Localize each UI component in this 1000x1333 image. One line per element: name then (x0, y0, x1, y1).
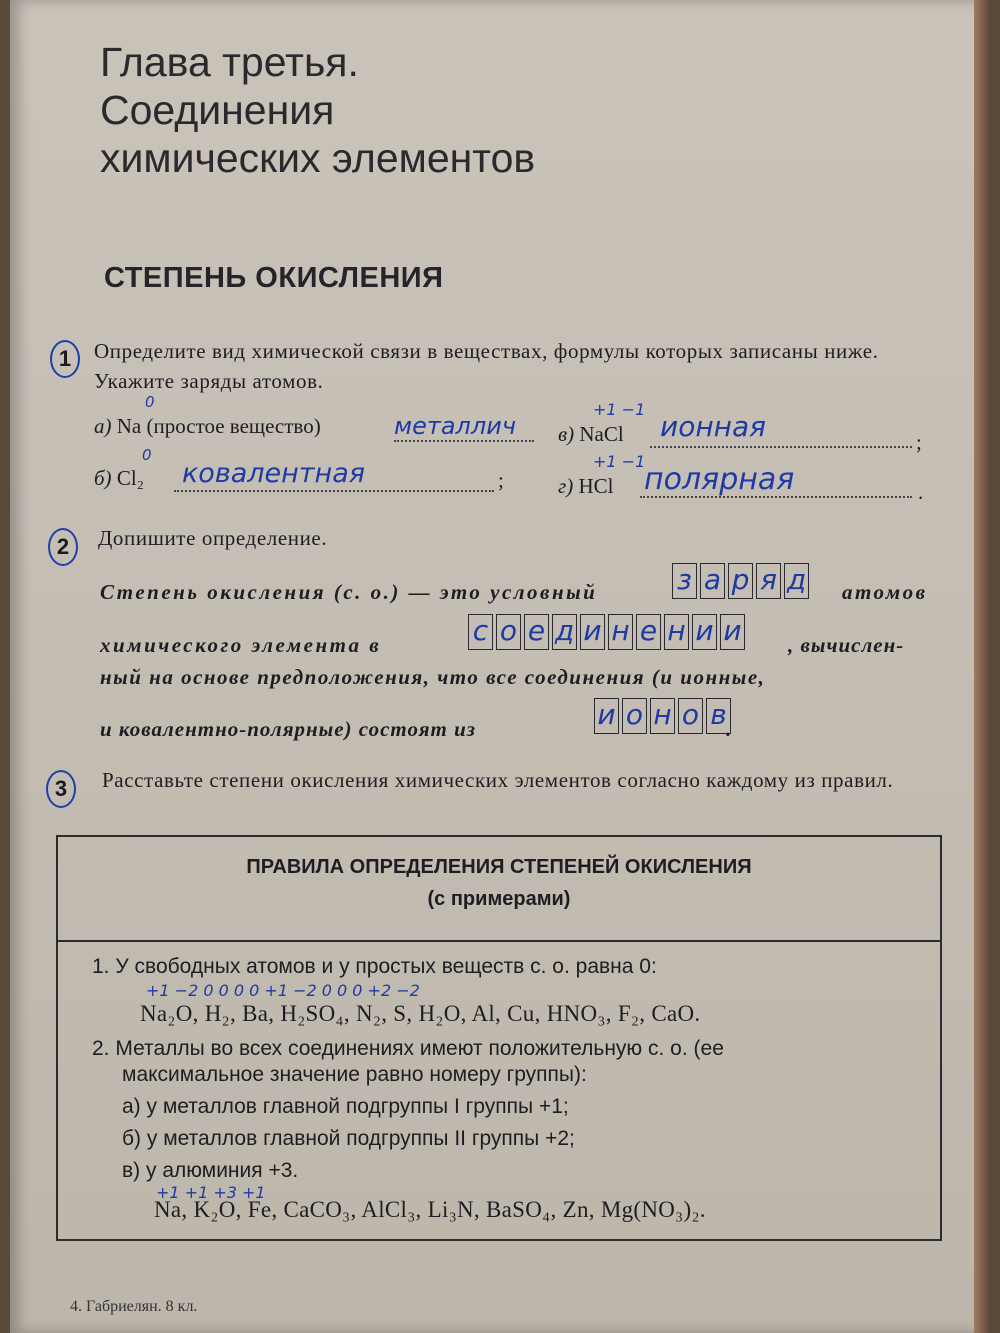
item-b-answer: ковалентная (182, 458, 365, 489)
item-g-answer-line (640, 496, 912, 498)
item-a-note: (простое вещество) (146, 414, 321, 438)
definition-part-2: атомов (842, 580, 928, 604)
answer-box: д (784, 563, 809, 599)
chapter-line-3: химических элементов (100, 135, 536, 181)
chapter-title (100, 38, 535, 182)
task-1-item-b (94, 466, 144, 491)
answer-box: и (720, 614, 745, 650)
task-3-number: 3 (46, 770, 76, 808)
item-b-sep: ; (498, 468, 504, 492)
item-v-sep: ; (916, 430, 922, 454)
rule-2-line-2: максимальное значение равно номеру группы): (122, 1063, 587, 1086)
chapter-line-1: Глава третья. (100, 39, 359, 85)
task-2-number: 2 (48, 528, 78, 566)
definition-part-6: и ковалентно-полярные) состоят из (100, 717, 476, 741)
task-1-number: 1 (50, 340, 80, 378)
answer-box: з (672, 563, 697, 599)
answer-box: и (594, 698, 619, 734)
answer-box: н (650, 698, 675, 734)
definition-part-3: химического элемента в (100, 633, 382, 657)
item-v-formula: NaCl (579, 422, 624, 446)
page-footer: 4. Габриелян. 8 кл. (70, 1298, 198, 1315)
rule-2-formulas: Na, K₂O, Fe, CaCO₃, AlCl₃, Li₃N, BaSO₄, Zn, Mg(NO₃)₂. (154, 1197, 706, 1222)
rules-title-line-2: (с примерами) (427, 888, 571, 910)
answer-box: н (608, 614, 633, 650)
item-v-answer-line (650, 446, 912, 448)
answer-boxes-3 (594, 698, 734, 734)
answer-box: е (636, 614, 661, 650)
item-v-label: в) (558, 422, 575, 446)
rule-2-line-1: 2. Металлы во всех соединениях имеют положительную с. о. (ее (92, 1037, 724, 1060)
answer-box: о (622, 698, 647, 734)
rule-2-marks: +1 +1 +3 +1 (156, 1183, 266, 1202)
task-2-prompt: Допишите определение. (98, 526, 328, 550)
item-a-charges: 0 (145, 393, 155, 411)
item-v-answer: ионная (660, 410, 766, 443)
task-1-item-v (558, 422, 624, 447)
rules-divider (58, 940, 940, 942)
rules-title-line-1: ПРАВИЛА ОПРЕДЕЛЕНИЯ СТЕПЕНЕЙ ОКИСЛЕНИЯ (246, 856, 752, 878)
item-g-label: г) (558, 474, 574, 498)
rule-2-b: б) у металлов главной подгруппы II группы +2; (122, 1127, 575, 1150)
item-b-answer-line (174, 490, 494, 492)
page-edge (974, 0, 988, 1333)
rule-1-formulas: Na₂O, H₂, Ba, H₂SO₄, N₂, S, H₂O, Al, Cu, HNO₃, F₂, CaO. (140, 1001, 701, 1026)
rules-table-title (58, 851, 940, 915)
answer-box: о (496, 614, 521, 650)
item-a-formula: Na (116, 414, 142, 438)
item-v-charges: +1 −1 (593, 400, 646, 419)
item-g-answer: полярная (644, 462, 795, 497)
item-g-sep: . (918, 480, 924, 504)
task-1-item-g (558, 474, 613, 499)
answer-box: д (552, 614, 577, 650)
item-g-formula: HCl (578, 474, 614, 498)
section-title: СТЕПЕНЬ ОКИСЛЕНИЯ (104, 262, 444, 294)
answer-box: о (678, 698, 703, 734)
definition-part-4: , вычислен- (788, 633, 905, 657)
item-g-charges: +1 −1 (593, 452, 646, 471)
definition-part-5: ный на основе предположения, что все соединения (и ионные, (100, 665, 766, 689)
answer-box: е (524, 614, 549, 650)
chapter-line-2: Соединения (100, 87, 335, 133)
answer-box: я (756, 563, 781, 599)
item-b-formula: Cl₂ (116, 466, 144, 490)
item-a-answer: металлич (394, 412, 517, 440)
answer-box: н (664, 614, 689, 650)
answer-box: и (580, 614, 605, 650)
answer-box: и (692, 614, 717, 650)
workbook-page (10, 0, 988, 1333)
item-b-charges: 0 (142, 446, 152, 464)
task-1-prompt: Определите вид химической связи в веществах, формулы которых записаны ниже. Укажите заряды атомов. (94, 339, 879, 393)
item-a-label: а) (94, 414, 112, 438)
definition-part-1: Степень окисления (с. о.) — это условный (100, 580, 598, 604)
answer-box: а (700, 563, 725, 599)
item-b-label: б) (94, 466, 112, 490)
task-1-item-a (94, 414, 321, 439)
answer-box: р (728, 563, 753, 599)
task-3-prompt: Расставьте степени окисления химических элементов согласно каждому из правил. (102, 768, 894, 792)
definition-part-7: . (726, 717, 734, 741)
item-a-answer-line (394, 440, 534, 442)
rule-2-c: в) у алюминия +3. (122, 1159, 299, 1182)
answer-box: в (706, 698, 731, 734)
rule-2-a: а) у металлов главной подгруппы I группы +1; (122, 1095, 569, 1118)
rule-1: 1. У свободных атомов и у простых веществ с. о. равна 0: (92, 955, 657, 978)
rules-table (56, 835, 942, 1241)
answer-boxes-1 (672, 563, 812, 599)
rule-1-marks: +1 −2 0 0 0 0 +1 −2 0 0 0 +2 −2 (146, 981, 420, 1000)
answer-box: с (468, 614, 493, 650)
answer-boxes-2 (468, 614, 748, 650)
